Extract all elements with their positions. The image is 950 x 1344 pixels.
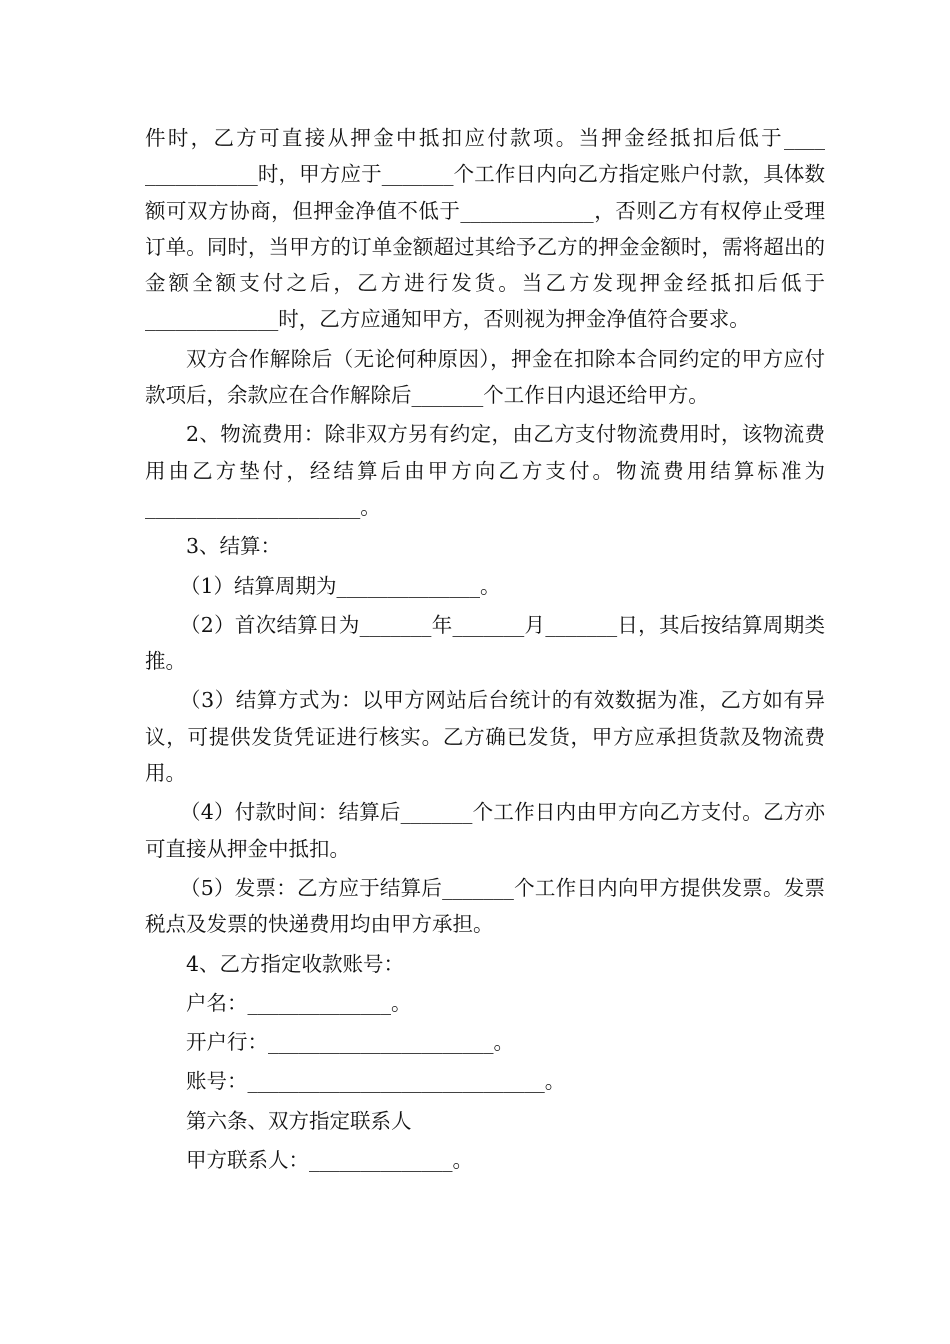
heading-settlement: 3、结算： — [186, 534, 282, 559]
paragraph-settlement-cycle: （1）结算周期为______________。 — [180, 573, 501, 598]
field-account-name: 户名：______________。 — [186, 990, 412, 1015]
paragraph-termination-refund: 双方合作解除后（无论何种原因），押金在扣除本合同约定的甲方应付款项后，余款应在合作解除后_______个工作日内退还给甲方。 — [145, 346, 825, 408]
contract-body — [145, 120, 832, 1178]
paragraph-payment-time: （4）付款时间：结算后_______个工作日内由甲方向乙方支付。乙方亦可直接从押金中抵扣。 — [145, 800, 825, 861]
paragraph-invoice: （5）发票：乙方应于结算后_______个工作日内向甲方提供发票。发票税点及发票的快递费用均由甲方承担。 — [145, 875, 825, 937]
paragraph-logistics-fee: 2、物流费用：除非双方另有约定，由乙方支付物流费用时，该物流费用由乙方垫付，经结算后由甲方向乙方支付。物流费用结算标准为_____________________。 — [145, 422, 825, 519]
paragraph-deposit-deduction: 件时，乙方可直接从押金中抵扣应付款项。当押金经抵扣后低于____ ___________时，甲方应于_______个工作日内向乙方指定账户付款，具体数额可双方协商，但押金净值不低于_____________，否则乙方有权停止受理订单。同时，当甲方的订单金额超过其给予乙方的押金金额时，需将超出的金额全额支付之后，乙方进行发货。当乙方发现押金经抵扣后低于_____________时，乙方应通知甲方，否则视为押金净值符合要求。 — [145, 126, 832, 332]
heading-designated-account: 4、乙方指定收款账号： — [186, 951, 405, 976]
field-account-number: 账号：_____________________________。 — [186, 1069, 566, 1094]
field-party-a-contact: 甲方联系人：______________。 — [186, 1148, 473, 1173]
paragraph-first-settlement-date: （2）首次结算日为_______年_______月_______日，其后按结算周期类推。 — [145, 612, 825, 674]
field-bank: 开户行：______________________。 — [186, 1030, 514, 1055]
paragraph-settlement-method: （3）结算方式为：以甲方网站后台统计的有效数据为准，乙方如有异议，可提供发货凭证进行核实。乙方确已发货，甲方应承担货款及物流费用。 — [145, 688, 825, 786]
heading-article-six-contacts: 第六条、双方指定联系人 — [186, 1108, 412, 1133]
